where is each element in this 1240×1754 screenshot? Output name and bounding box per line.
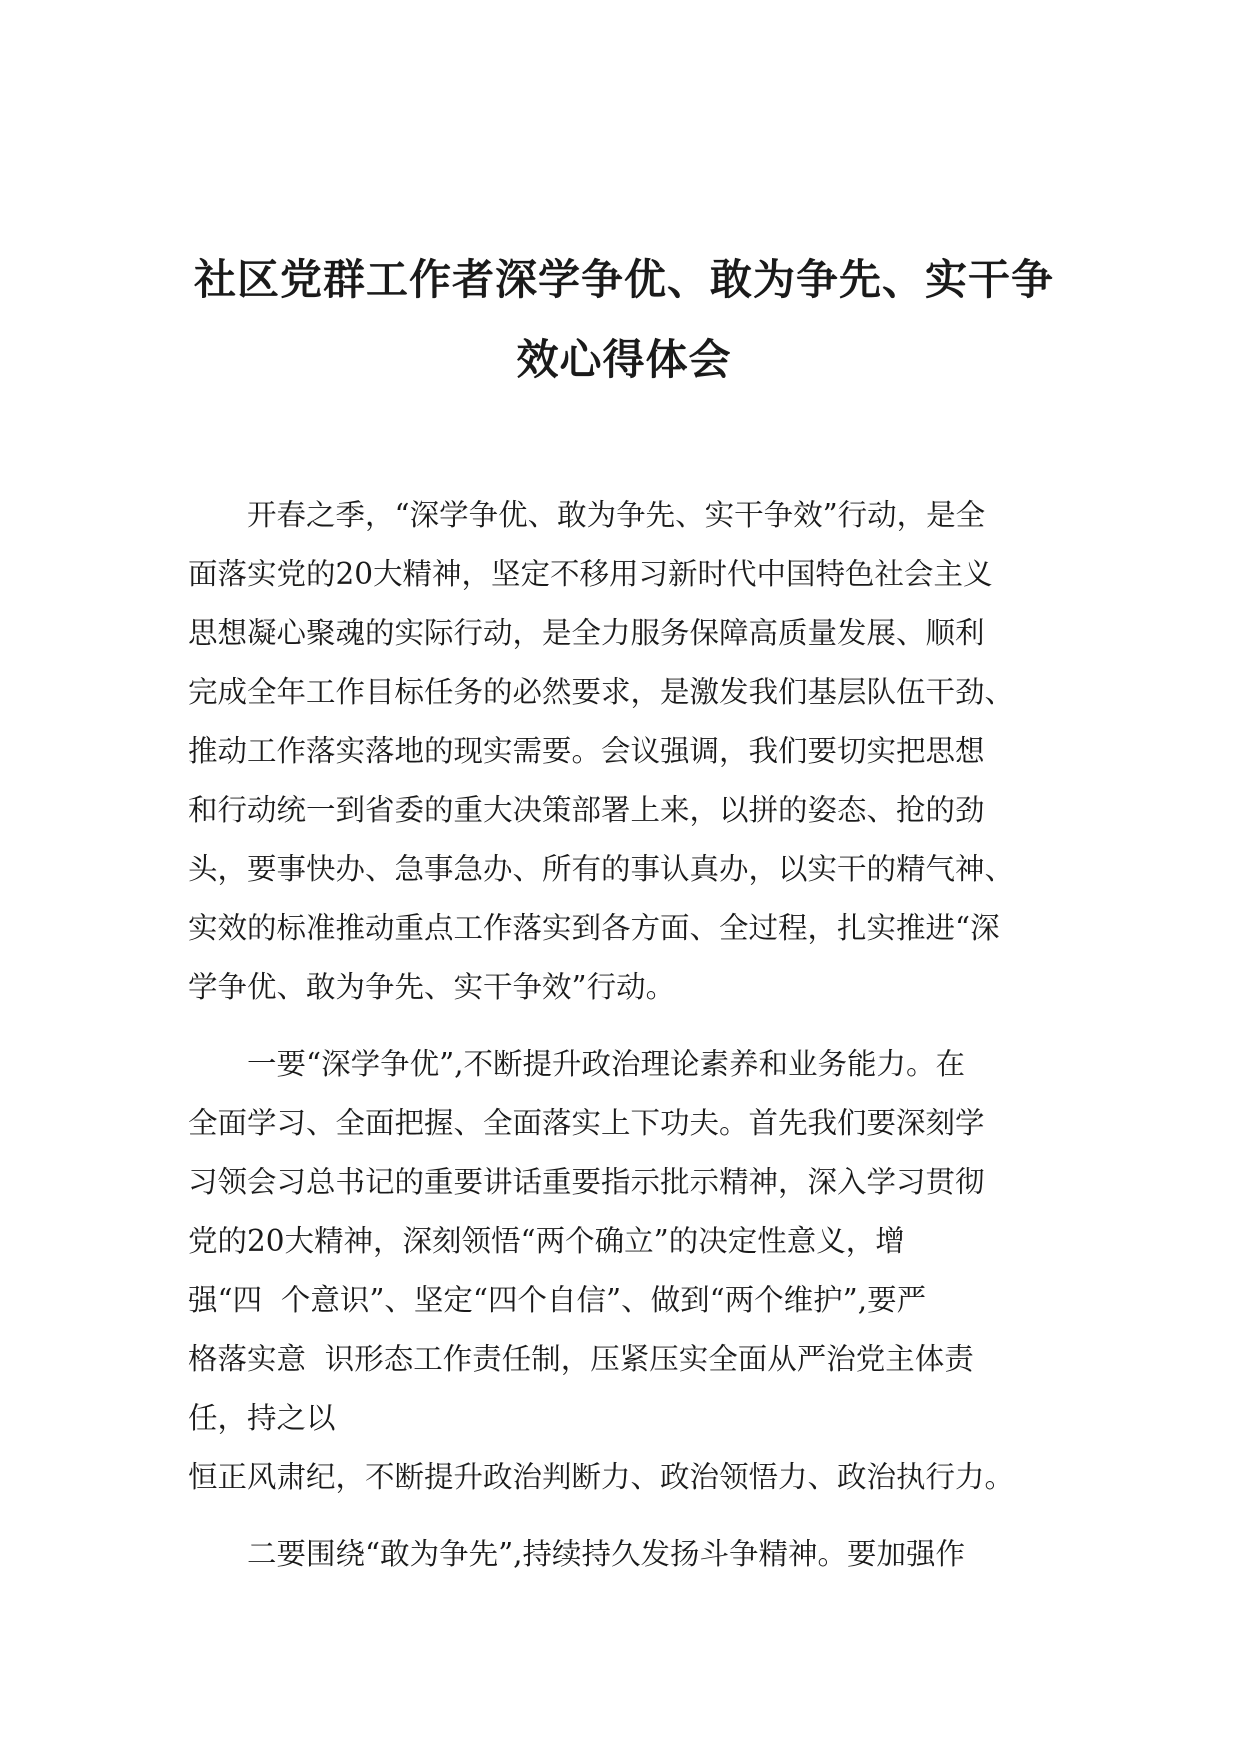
paragraph-line: 强“四 个意识”、坚定“四个自信”、做到“两个维护”,要严 [188,1283,927,1317]
paragraph-deep-study [188,1035,1060,1507]
paragraph-line: 实效的标准推动重点工作落实到各方面、全过程，扎实推进“深 [188,911,1000,945]
paragraph-line: 全面学习、全面把握、全面落实上下功夫。首先我们要深刻学 [188,1106,985,1140]
document-body [188,486,1060,1584]
paragraph-line: 党的20大精神，深刻领悟“两个确立”的决定性意义，增 [188,1224,905,1258]
paragraph-line: 二要围绕“敢为争先”,持续持久发扬斗争精神。要加强作 [247,1537,966,1571]
paragraph-line: 学争优、敢为争先、实干争效”行动。 [188,970,676,1004]
document-title [188,240,1060,400]
paragraph-line: 一要“深学争优”,不断提升政治理论素养和业务能力。在 [247,1047,966,1081]
paragraph-line: 习领会习总书记的重要讲话重要指示批示精神，深入学习贯彻 [188,1165,985,1199]
title-line: 社区党群工作者深学争优、敢为争先、实干争 [193,255,1054,304]
paragraph-line: 完成全年工作目标任务的必然要求，是激发我们基层队伍干劲、 [188,675,1015,709]
title-line: 效心得体会 [516,335,732,384]
paragraph-line: 开春之季，“深学争优、敢为争先、实干争效”行动，是全 [247,498,986,532]
paragraph-line: 面落实党的20大精神，坚定不移用习新时代中国特色社会主义 [188,557,993,591]
paragraph-intro [188,486,1060,1017]
paragraph-dare-first [188,1525,1060,1584]
paragraph-line: 格落实意 识形态工作责任制，压紧压实全面从严治党主体责 [188,1342,974,1376]
paragraph-line: 推动工作落实落地的现实需要。会议强调，我们要切实把思想 [188,734,985,768]
paragraph-line: 任，持之以 [188,1401,336,1435]
paragraph-gap [188,1017,1060,1035]
paragraph-line: 和行动统一到省委的重大决策部署上来，以拼的姿态、抢的劲 [188,793,985,827]
paragraph-gap [188,1507,1060,1525]
paragraph-line: 头，要事快办、急事急办、所有的事认真办，以实干的精气神、 [188,852,1015,886]
paragraph-line: 恒正风肃纪，不断提升政治判断力、政治领悟力、政治执行力。 [188,1460,1015,1494]
paragraph-line: 思想凝心聚魂的实际行动，是全力服务保障高质量发展、顺利 [188,616,985,650]
